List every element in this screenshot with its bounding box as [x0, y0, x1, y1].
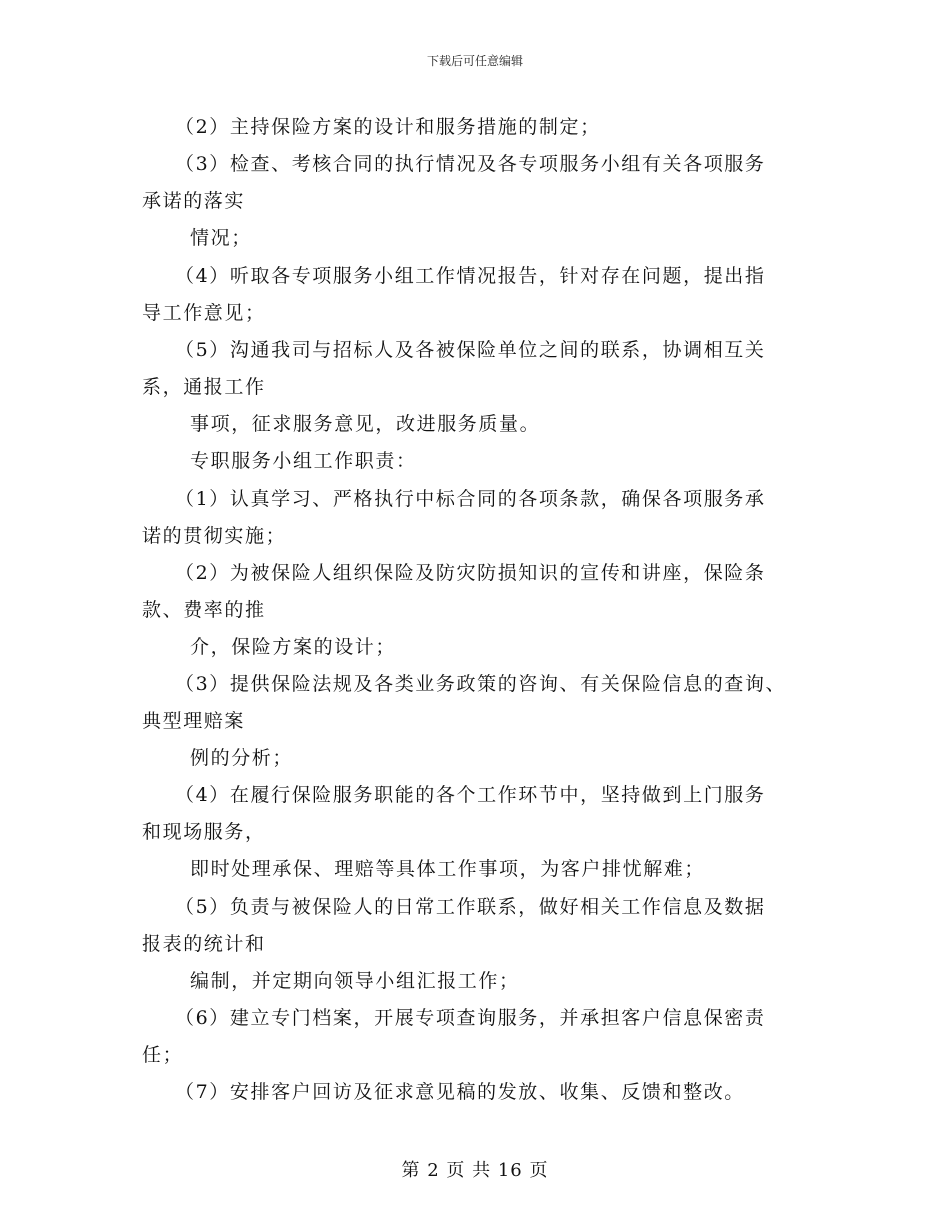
body-line: （3）提供保险法规及各类业务政策的咨询、有关保险信息的查询、	[175, 673, 787, 695]
body-line: 诺的贯彻实施；	[142, 525, 287, 547]
body-line: （5）沟通我司与招标人及各被保险单位之间的联系，协调相互关	[175, 339, 766, 361]
body-line: （6）建立专门档案，开展专项查询服务，并承担客户信息保密责	[175, 1007, 766, 1029]
body-line: 导工作意见；	[142, 302, 266, 324]
body-line: （4）在履行保险服务职能的各个工作环节中，坚持做到上门服务	[175, 784, 766, 806]
body-line: （1）认真学习、严格执行中标合同的各项条款，确保各项服务承	[175, 488, 766, 510]
body-line: 情况；	[190, 227, 252, 249]
body-line: 即时处理承保、理赔等具体工作事项，为客户排忧解难；	[190, 858, 706, 880]
page-header: 下载后可任意编辑	[426, 54, 523, 68]
body-line: （2）主持保险方案的设计和服务措施的制定；	[175, 116, 601, 138]
body-line: 介，保险方案的设计；	[190, 636, 397, 658]
body-line: （7）安排客户回访及征求意见稿的发放、收集、反馈和整改。	[175, 1081, 745, 1103]
body-line: 事项，征求服务意见，改进服务质量。	[190, 413, 541, 435]
body-line: 报表的统计和	[142, 933, 266, 955]
body-line: 承诺的落实	[142, 190, 246, 212]
body-line: 系，通报工作	[142, 376, 266, 398]
body-line: （5）负责与被保险人的日常工作联系，做好相关工作信息及数据	[175, 896, 766, 918]
page-number: 第 2 页 共 16 页	[401, 1160, 549, 1181]
body-line: 典型理赔案	[142, 710, 246, 732]
body-line: 和现场服务，	[142, 821, 266, 843]
body-line: （4）听取各专项服务小组工作情况报告，针对存在问题，提出指	[175, 265, 766, 287]
body-line: 编制，并定期向领导小组汇报工作；	[190, 970, 520, 992]
body-line: 款、费率的推	[142, 599, 266, 621]
body-line: 任；	[142, 1044, 184, 1066]
body-line: 例的分析；	[190, 747, 294, 769]
body-line: （3）检查、考核合同的执行情况及各专项服务小组有关各项服务	[175, 153, 766, 175]
body-line: （2）为被保险人组织保险及防灾防损知识的宣传和讲座，保险条	[175, 562, 766, 584]
body-line: 专职服务小组工作职责：	[190, 450, 417, 472]
